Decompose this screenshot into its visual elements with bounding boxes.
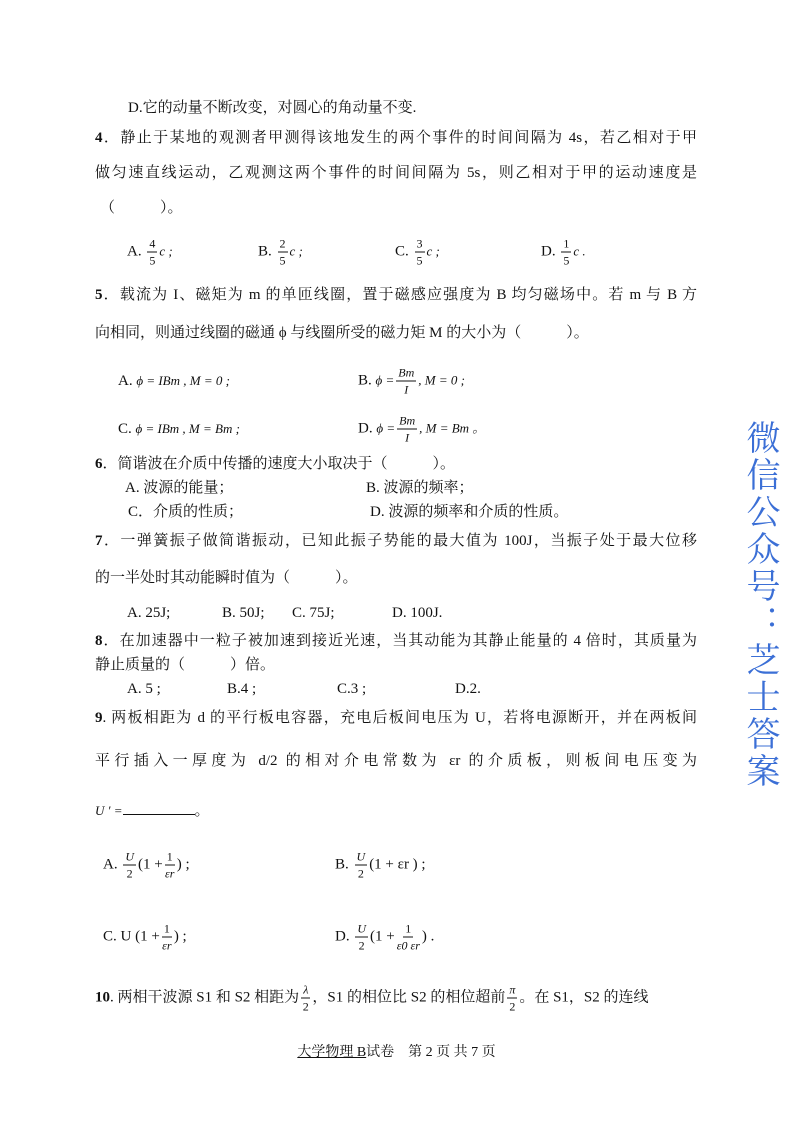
q9-option-b[interactable] (335, 850, 426, 881)
q6-option-c[interactable]: C．介质的性质； (128, 504, 244, 520)
denominator: 2 (126, 866, 133, 881)
q8-option-b[interactable]: B.4 ; (227, 681, 257, 697)
denominator: εr (165, 866, 175, 881)
q6-number: 6 (95, 456, 103, 472)
denominator: ε0 εr (396, 938, 420, 953)
q8-number: 8 (95, 633, 103, 649)
q4-text: ．静止于某地的观测者甲测得该地发生的两个事件的时间间隔为 4s，若乙相对于甲 (102, 130, 697, 146)
option-expression: (1 + εr ) ; (369, 856, 426, 873)
q4-line-2: 做匀速直线运动，乙观测这两个事件的时间间隔为 5s，则乙相对于甲的运动速度是 (95, 165, 697, 181)
q4-option-d[interactable] (541, 237, 586, 268)
fraction (507, 983, 517, 1014)
answer-blank[interactable] (123, 804, 195, 815)
q7-number: 7 (95, 533, 103, 549)
fraction (561, 237, 571, 268)
option-expression: ϕ = IBm , M = Bm ; (135, 421, 240, 436)
q7-text: ．一弹簧振子做简谐振动，已知此振子势能的最大值为 100J，当振子处于最大位移 (102, 533, 697, 549)
q9-line-2: 平行插入一厚度为 d/2 的相对介电常数为 εr 的介质板，则板间电压变为 (95, 753, 697, 769)
q6-text: ．简谐波在介质中传播的速度大小取决于（ ）。 (102, 456, 456, 472)
fraction (301, 983, 310, 1014)
option-suffix: c . (573, 243, 586, 259)
q7-option-b[interactable]: B. 50J; (222, 605, 265, 621)
q4-number: 4 (95, 130, 103, 146)
numerator: U (125, 849, 135, 864)
q4-option-a[interactable] (127, 237, 173, 268)
denominator: I (404, 382, 409, 397)
denominator: 5 (563, 253, 570, 268)
numerator: Bm (399, 413, 416, 428)
option-expression: , M = 0 ; (418, 372, 465, 388)
q10-text: ，S1 的相位比 S2 的相位超前 (312, 989, 506, 1006)
q7-option-a[interactable]: A. 25J; (127, 605, 171, 621)
numerator: 4 (149, 236, 156, 251)
option-expression: (1 + (370, 928, 395, 945)
option-suffix: c ; (289, 243, 303, 259)
q10-text: 。在 S1，S2 的连线 (519, 989, 649, 1006)
q8-option-a[interactable]: A. 5 ; (127, 681, 161, 697)
option-expression: ϕ = (375, 372, 395, 388)
q9-number: 9 (95, 710, 103, 726)
denominator: εr (162, 938, 172, 953)
q10-line-1 (95, 983, 649, 1014)
numerator: π (509, 982, 516, 997)
page-footer (0, 1041, 793, 1061)
option-expression: ) . (421, 928, 435, 945)
q7-option-d[interactable]: D. 100J. (392, 605, 443, 621)
q4-option-c[interactable] (395, 237, 440, 268)
page-number: 试卷 第 2 页 共 7 页 (366, 1045, 496, 1060)
q9-answer-line (95, 801, 210, 821)
numerator: 1 (405, 921, 412, 936)
q8-text: ．在加速器中一粒子被加速到接近光速，当其动能为其静止能量的 4 倍时，其质量为 (102, 633, 697, 649)
q5-option-c[interactable] (118, 419, 240, 439)
q9-text: . 两板相距为 d 的平行板电容器，充电后板间电压为 U，若将电源断开，并在两板间 (102, 710, 697, 726)
numerator: U (356, 849, 366, 864)
option-expression: ϕ = IBm , M = 0 ; (136, 373, 230, 388)
q8-line-2: 静止质量的（ ）倍。 (95, 657, 276, 673)
numerator: 1 (166, 849, 173, 864)
q8-option-d[interactable]: D.2. (455, 681, 481, 697)
denominator: I (405, 430, 410, 445)
option-expression: U (1 + (120, 928, 160, 945)
denominator: 5 (279, 253, 286, 268)
q5-text: ．载流为 I、磁矩为 m 的单匝线圈，置于磁感应强度为 B 均匀磁场中。若 m 与 B 方 (102, 287, 697, 303)
option-suffix: c ; (159, 243, 173, 259)
option-suffix: c ; (426, 243, 440, 259)
q5-option-a[interactable] (118, 371, 230, 391)
option-label: A. (118, 373, 133, 389)
q5-number: 5 (95, 287, 103, 303)
option-label: B. (335, 856, 349, 873)
q6-option-a[interactable]: A. 波源的能量； (125, 480, 234, 496)
numerator: 1 (163, 921, 170, 936)
fraction (165, 850, 175, 881)
option-expression: ) ; (173, 928, 187, 945)
fraction (396, 366, 416, 397)
fraction (278, 237, 288, 268)
q9-option-c[interactable] (103, 922, 187, 953)
option-label: A. (103, 856, 118, 873)
answer-prefix: U ′ = (95, 803, 123, 818)
fraction (162, 922, 172, 953)
fraction (397, 414, 417, 445)
q8-option-c[interactable]: C.3 ; (337, 681, 367, 697)
numerator: 3 (416, 236, 423, 251)
answer-suffix: 。 (194, 803, 210, 819)
q4-answer-blank: （ ）。 (100, 200, 183, 216)
numerator: 1 (563, 236, 570, 251)
fraction (147, 237, 157, 268)
option-expression: ) ; (176, 856, 190, 873)
option-label: B. (258, 243, 272, 260)
q10-number: 10 (95, 989, 110, 1006)
q7-option-c[interactable]: C. 75J; (292, 605, 335, 621)
q4-option-b[interactable] (258, 237, 303, 268)
denominator: 2 (509, 999, 516, 1014)
q5-line-1 (95, 285, 697, 305)
fraction (415, 237, 425, 268)
numerator: 2 (279, 236, 286, 251)
fraction (355, 922, 368, 953)
denominator: 5 (416, 253, 423, 268)
option-label: C. (103, 928, 117, 945)
option-label: C. (118, 421, 132, 437)
denominator: 2 (358, 938, 365, 953)
q8-line-1 (95, 631, 697, 651)
numerator: Bm (398, 365, 415, 380)
option-expression: ϕ = (376, 420, 396, 436)
option-label: D. (335, 928, 350, 945)
numerator: U (357, 921, 367, 936)
q5-option-d[interactable] (358, 414, 485, 445)
q9-option-a[interactable] (103, 850, 190, 881)
denominator: 5 (149, 253, 156, 268)
option-expression: (1 + (138, 856, 163, 873)
q7-line-2: 的一半处时其动能瞬时值为（ ）。 (95, 570, 358, 586)
option-label: B. (358, 372, 372, 389)
option-expression: , M = Bm 。 (419, 420, 486, 436)
fraction (397, 922, 420, 953)
q5-option-b[interactable] (358, 366, 465, 397)
fraction (123, 850, 136, 881)
fraction (355, 850, 368, 881)
q6-option-b[interactable]: B. 波源的频率； (366, 480, 474, 496)
q4-line-1 (95, 128, 697, 148)
q9-option-d[interactable] (335, 922, 434, 953)
q6-option-d[interactable]: D. 波源的频率和介质的性质。 (370, 504, 569, 520)
q10-text: . 两相干波源 S1 和 S2 相距为 (110, 989, 300, 1006)
q3-option-d: D.它的动量不断改变，对圆心的角动量不变. (128, 100, 417, 116)
q7-line-1 (95, 531, 697, 551)
course-name: 大学物理 B (297, 1045, 367, 1060)
option-label: D. (358, 420, 373, 437)
watermark: 微信公众号：芝士答案 (740, 420, 780, 790)
q5-line-2: 向相同，则通过线圈的磁通 ϕ 与线圈所受的磁力矩 M 的大小为（ ）。 (95, 325, 589, 341)
q6-line (95, 454, 455, 474)
option-label: C. (395, 243, 409, 260)
option-label: D. (541, 243, 556, 260)
denominator: 2 (302, 999, 309, 1014)
denominator: 2 (357, 866, 364, 881)
numerator: λ (303, 982, 309, 997)
option-label: A. (127, 243, 142, 260)
q9-line-1 (95, 708, 697, 728)
